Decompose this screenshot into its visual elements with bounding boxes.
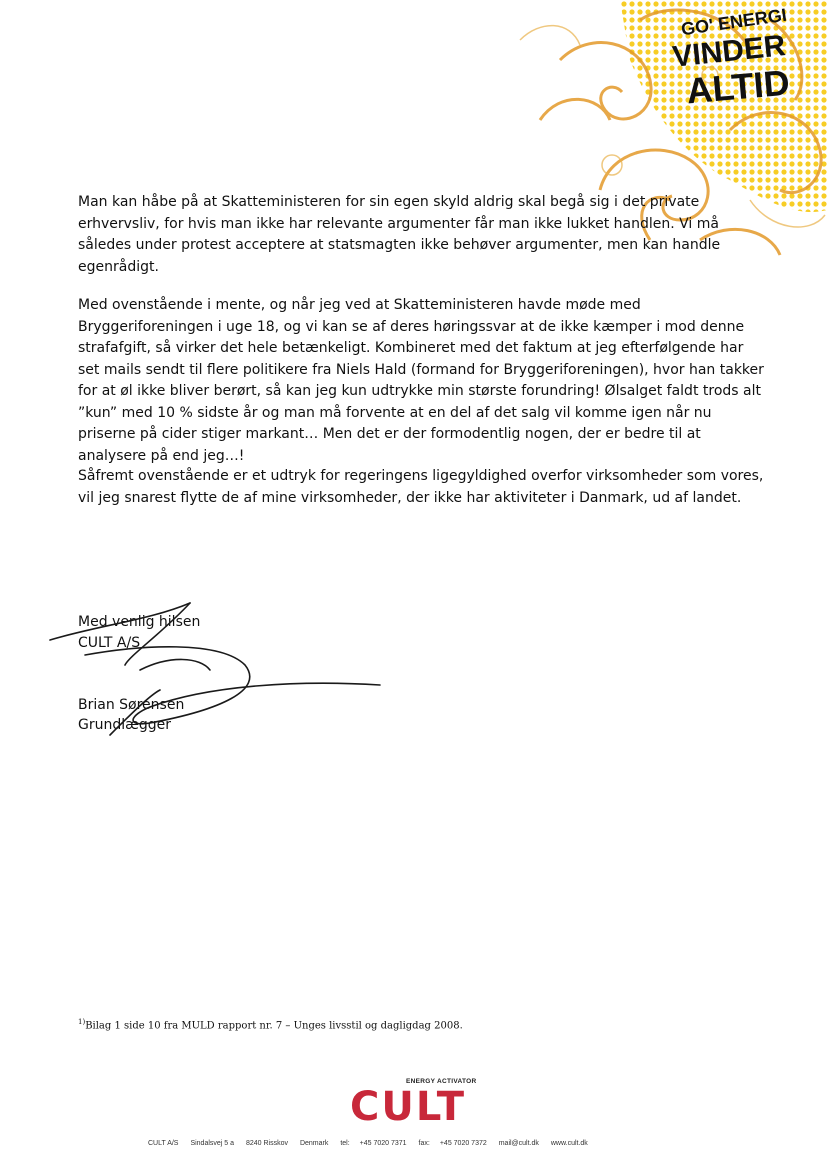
footer-address: Sindalsvej 5 a (190, 1140, 235, 1147)
footnote (78, 1018, 463, 1031)
closing-company: CULT A/S (78, 635, 141, 651)
footer-fax-label: fax: (418, 1140, 430, 1147)
slogan-line-2: VINDER (670, 29, 788, 74)
body-paragraph-1: Man kan håbe på at Skatteministeren for sin egen skyld aldrig skal begå sig i det private erhvervsliv, for hvis man ikke har relevante argumenter får man ikke lukket handlen. Vi må således under protest acceptere at statsmagten ikke behøver argumenter, men kan handle egenrådigt. (78, 194, 721, 275)
footer-fax: +45 7020 7372 (439, 1140, 487, 1147)
body-paragraph-2: Med ovenstående i mente, og når jeg ved at Skatteministeren havde møde med Bryggeriforeningen i uge 18, og vi kan se af deres høringssvar at de ikke kæmper i mod denne strafafgift, så virker det hele betænkeligt. Kombineret med det faktum at jeg efterfølgende har set mails sendt til flere politikere fra Niels Hald (formand for Bryggeriforeningen), hvor han takker for at øl ikke bliver berørt, så kan jeg kun udtrykke min største forundring! Ølsalget faldt trods alt ”kun” med 10 % sidste år og man må forvente at en del af det salg vil komme igen når nu priserne på cider stiger markant… Men det er der formodentlig nogen, der er bedre til at analysere på end jeg…! (78, 297, 764, 464)
logo-wordmark: CULT (350, 1084, 466, 1130)
handwritten-signature (40, 595, 400, 755)
footer-company: CULT A/S (148, 1140, 179, 1147)
footer-tel: +45 7020 7371 (359, 1140, 407, 1147)
signer-name: Brian Sørensen (78, 697, 185, 713)
footer-web: www.cult.dk (550, 1140, 588, 1147)
closing-greeting: Med venlig hilsen (78, 614, 201, 630)
footnote-text: Bilag 1 side 10 fra MULD rapport nr. 7 – Unges livsstil og dagligdag 2008. (85, 1020, 463, 1032)
footer-country: Denmark (299, 1140, 329, 1147)
footnote-marker: 1) (78, 1018, 86, 1026)
company-logo (350, 1078, 490, 1138)
signer-title: Grundlægger (78, 717, 172, 733)
slogan-line-1: GO' ENERGI (679, 4, 788, 40)
logo-tagline: ENERGY ACTIVATOR (406, 1078, 477, 1085)
body-paragraph-3: Såfremt ovenstående er et udtryk for regeringens ligegyldighed overfor virksomheder som vores, vil jeg snarest flytte de af mine virksomheder, der ikke har aktiviteter i Danmark, ud af landet. (78, 468, 764, 506)
slogan-banner (649, 4, 809, 112)
footer-city: 8240 Risskov (245, 1140, 289, 1147)
footer-tel-label: tel: (340, 1140, 350, 1147)
footer-contact-line (148, 1140, 708, 1147)
slogan-line-3: ALTID (684, 61, 792, 112)
footer-email: mail@cult.dk (498, 1140, 539, 1147)
